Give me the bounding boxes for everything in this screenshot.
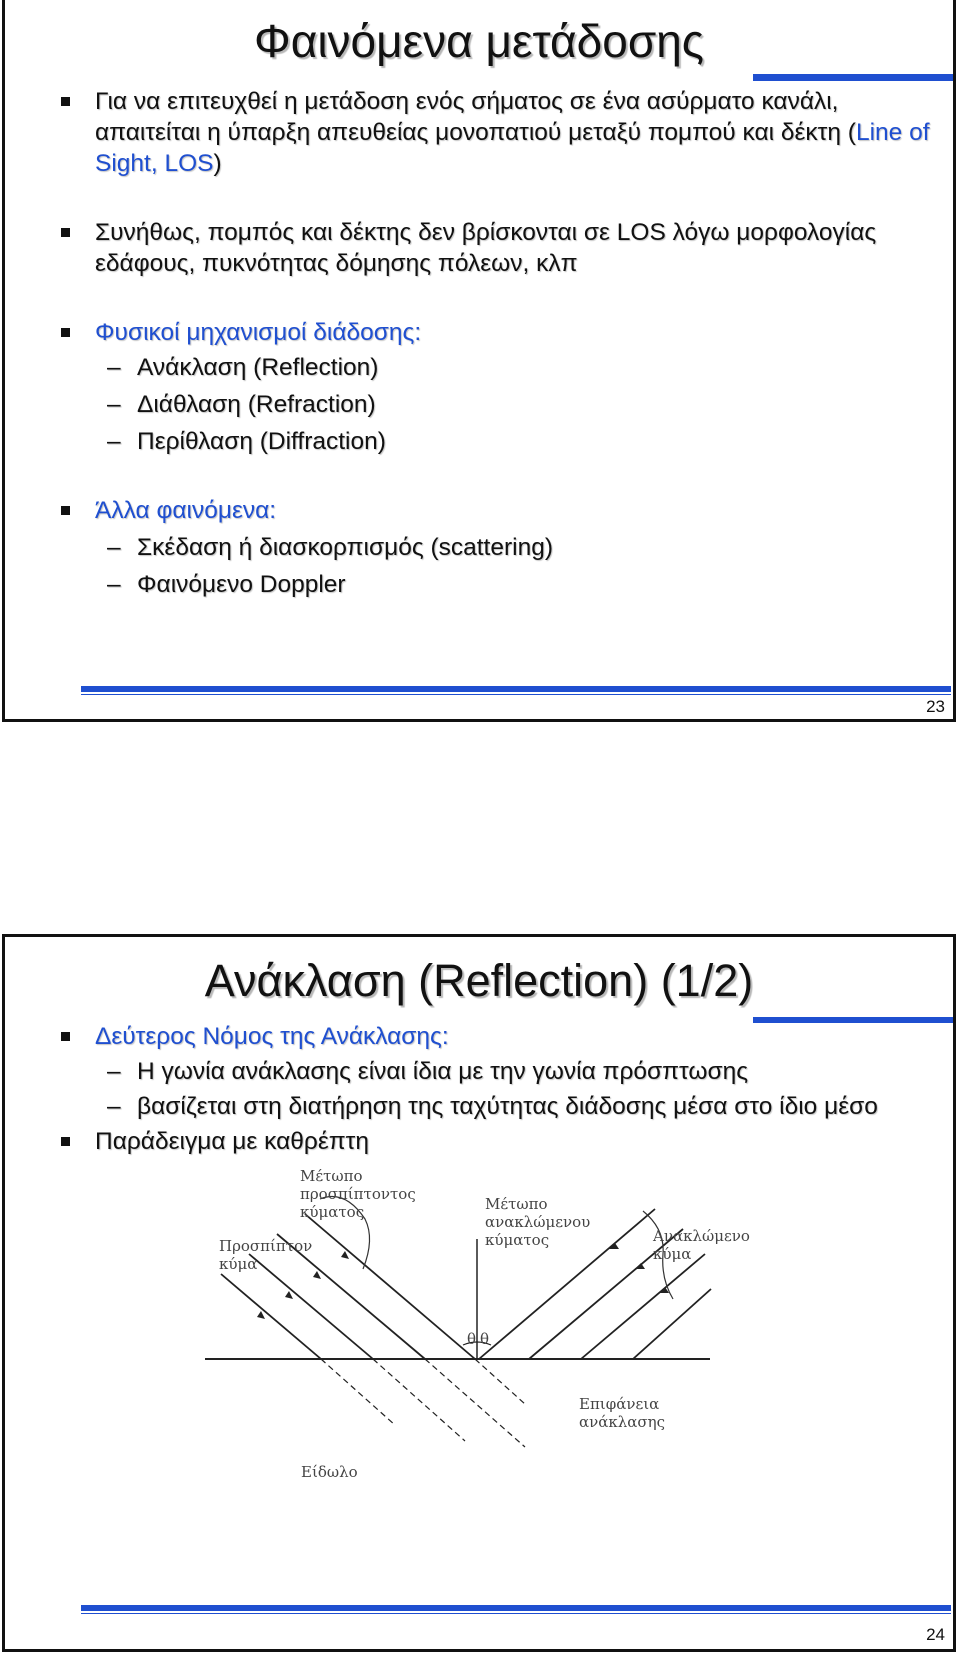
label-incident-front-1: Μέτωπο <box>300 1167 363 1185</box>
slide-content <box>51 86 933 600</box>
sub-item-text: Η γωνία ανάκλασης είναι ίδια με την γωνία πρόσπτωσης <box>137 1058 749 1085</box>
dash-icon: – <box>107 534 121 561</box>
label-image: Είδωλο <box>301 1463 358 1481</box>
bullet-label: Φυσικοί μηχανισμοί διάδοσης: <box>95 319 422 346</box>
slide-title: Φαινόμενα μετάδοσης <box>254 15 704 67</box>
sub-item-doppler <box>51 569 933 600</box>
label-incident-wave-2: κύμα <box>219 1255 258 1273</box>
sub-item-angles <box>51 1056 933 1087</box>
label-reflected-wave-2: κύμα <box>653 1245 692 1263</box>
sub-item-reflection <box>51 352 933 383</box>
bullet-other-phenomena <box>51 495 933 526</box>
slide-23 <box>2 0 956 722</box>
incident-arrowheads <box>257 1251 349 1319</box>
page-number: 23 <box>926 697 945 716</box>
footer-rule-thin <box>81 1613 951 1614</box>
bullet-obstacles <box>51 217 933 279</box>
bullet-label: Άλλα φαινόμενα: <box>95 497 277 524</box>
label-incident-front-2: προσπίπτοντος <box>300 1185 416 1203</box>
dash-icon: – <box>107 354 121 381</box>
label-reflected-front-2: ανακλώμενου <box>485 1213 591 1231</box>
dash-icon: – <box>107 391 121 418</box>
dash-icon: – <box>107 1058 121 1085</box>
bullet-square-icon <box>61 506 70 515</box>
bullet-square-icon <box>61 328 70 337</box>
bullet-los <box>51 86 933 179</box>
bullet-text-end: ) <box>213 150 222 177</box>
bullet-text: Συνήθως, πομπός και δέκτης δεν βρίσκονται σε LOS λόγω μορφολογίας εδάφους, πυκνότητας δόμησης πόλεων, κλπ <box>95 219 877 277</box>
bullet-square-icon <box>61 228 70 237</box>
label-incident-wave-1: Προσπίπτον <box>219 1237 313 1255</box>
sub-item-text: Περίθλαση (Diffraction) <box>137 428 386 455</box>
los-highlight: Line of Sight, LOS <box>95 119 930 177</box>
sub-item-scattering <box>51 532 933 563</box>
slide-content <box>51 1021 933 1157</box>
slide-title: Ανάκλαση (Reflection) (1/2) <box>204 955 754 1006</box>
sub-item-text: Διάθλαση (Refraction) <box>137 391 376 418</box>
sub-item-text: βασίζεται στη διατήρηση της ταχύτητας διάδοσης μέσα στο ίδιο μέσο <box>137 1093 878 1120</box>
footer-rule-thin <box>81 694 951 695</box>
sub-item-text: Σκέδαση ή διασκορπισμός (scattering) <box>137 534 553 561</box>
sub-item-speed <box>51 1091 933 1122</box>
title-accent-rule <box>753 74 953 81</box>
label-surface-1: Επιφάνεια <box>579 1395 660 1413</box>
bullet-square-icon <box>61 1032 70 1041</box>
bullet-label: Δεύτερος Νόμος της Ανάκλασης: <box>95 1023 449 1050</box>
incident-rays <box>221 1214 475 1359</box>
dash-icon: – <box>107 571 121 598</box>
bullet-square-icon <box>61 1137 70 1146</box>
bullet-mechanisms <box>51 317 933 348</box>
footer-rule <box>81 1605 951 1611</box>
page-number: 24 <box>926 1625 945 1644</box>
reflection-diagram <box>195 1159 750 1549</box>
bullet-mirror-example <box>51 1126 933 1157</box>
bullet-second-law <box>51 1021 933 1052</box>
bullet-text: Για να επιτευχθεί η μετάδοση ενός σήματος σε ένα ασύρματο κανάλι, απαιτείται η ύπαρξη απευθείας μονοπατιού μεταξύ πομπού και δέκτη ( <box>95 88 856 146</box>
bullet-text: Παράδειγμα με καθρέπτη <box>95 1128 369 1155</box>
footer-rule <box>81 686 951 692</box>
bullet-square-icon <box>61 97 70 106</box>
dash-icon: – <box>107 428 121 455</box>
label-surface-2: ανάκλασης <box>579 1413 666 1431</box>
label-reflected-front-1: Μέτωπο <box>485 1195 548 1213</box>
sub-item-text: Φαινόμενο Doppler <box>137 571 346 598</box>
sub-item-text: Ανάκλαση (Reflection) <box>137 354 379 381</box>
dash-icon: – <box>107 1093 121 1120</box>
angle-label-right: θ <box>480 1330 490 1348</box>
slide-24 <box>2 934 956 1652</box>
sub-item-refraction <box>51 389 933 420</box>
label-incident-front-3: κύματος <box>300 1203 365 1221</box>
image-rays-dashed <box>321 1359 525 1447</box>
label-reflected-wave-1: Ανακλώμενο <box>653 1227 750 1245</box>
label-reflected-front-3: κύματος <box>485 1231 550 1249</box>
sub-item-diffraction <box>51 426 933 457</box>
angle-label-left: θ <box>467 1330 477 1348</box>
